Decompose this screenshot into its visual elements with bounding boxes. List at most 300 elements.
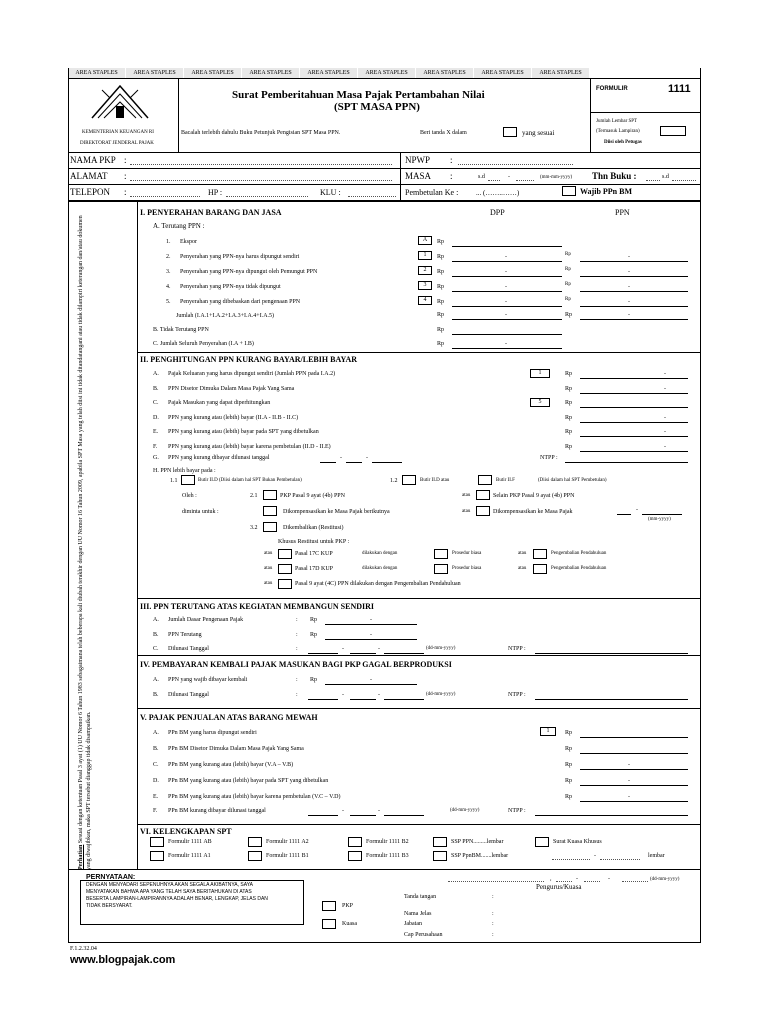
- thn-buku-to[interactable]: [672, 180, 696, 181]
- g-dd[interactable]: [320, 462, 336, 463]
- rp-label: Rp: [565, 429, 573, 435]
- lembar-label: lembar: [648, 853, 665, 859]
- pkp-label: PKP: [342, 903, 354, 909]
- sheet-count: Jumlah Lembar SPT: [596, 119, 638, 124]
- o22-text: Selain PKP Pasal 9 ayat (4b) PPN: [493, 493, 575, 499]
- dilakukan-label: dilakukan dengan: [362, 551, 398, 556]
- dilakukan-label: dilakukan dengan: [362, 566, 398, 571]
- staple-label: AREA STAPLES: [474, 68, 532, 78]
- kelengkapan-label: SSP PpnBM.......lembar: [451, 853, 509, 859]
- s5-row-text: PPn BM yang kurang atau (lebih) bayar (V.A – V.B): [168, 762, 294, 768]
- ntpp-field[interactable]: [565, 462, 688, 463]
- telepon-field[interactable]: [130, 196, 200, 197]
- restitusi-pasal-checkbox[interactable]: [278, 564, 292, 574]
- s5-row-text: PPn BM Disetor Dimuka Dalam Masa Pajak Yang Sama: [168, 746, 304, 752]
- s3-yyyy[interactable]: [384, 653, 424, 654]
- diminta-label: diminta untuk :: [182, 509, 219, 515]
- ppn-field[interactable]: [580, 291, 688, 292]
- staple-label: AREA STAPLES: [300, 68, 358, 78]
- kelengkapan-label: Formulir 1111 B3: [366, 853, 409, 859]
- dpp-field[interactable]: [452, 276, 562, 277]
- staple-label: AREA STAPLES: [126, 68, 184, 78]
- s3-field[interactable]: [325, 624, 417, 625]
- dash-mark: -: [505, 269, 507, 275]
- instruction-text: Bacalah terlebih dahulu Buku Petunjuk Pengisian SPT Masa PPN.: [181, 130, 341, 136]
- s4-text: Dilunasi Tanggal: [168, 692, 209, 698]
- kompensasi-text: Dikompensasikan ke Masa Pajak berikutnya: [283, 509, 390, 515]
- s4-text: PPN yang wajib dibayar kembali: [168, 677, 248, 683]
- h12-num: 1.2: [390, 478, 398, 484]
- s2-h-label: H. PPN lebih bayar pada :: [153, 468, 216, 474]
- s5-row-num: D.: [153, 778, 159, 784]
- s2-row-num: F.: [153, 443, 158, 450]
- rp-label: Rp: [437, 341, 445, 347]
- s1-row-num: 5.: [166, 299, 171, 305]
- sample-checkbox: [503, 127, 517, 137]
- ntpp-label: NTPP :: [540, 455, 558, 461]
- s2-g-text: PPN yang kurang dibayar dilunasi tanggal: [168, 455, 270, 461]
- s3-num: A.: [153, 617, 159, 623]
- prosedur-text: Prosedur biasa: [452, 566, 482, 571]
- s1-row-tag: 4: [418, 296, 432, 305]
- rp-label: Rp: [565, 443, 573, 450]
- npwp-field[interactable]: [458, 164, 573, 165]
- kompensasi2-checkbox[interactable]: [476, 506, 490, 516]
- s2-row-text: Pajak Keluaran yang harus dipungut sendiri (Jumlah PPN pada I.A.2): [168, 371, 336, 377]
- s1-row-tag: 3: [418, 281, 432, 290]
- kelengkapan-label: SSP PPN.........lembar: [451, 839, 504, 845]
- s1-row-text: Penyerahan yang dibebaskan dari pengenaan PPN: [180, 299, 301, 305]
- sign-mm[interactable]: [584, 881, 600, 882]
- dash-mark: -: [628, 312, 630, 318]
- s5-f-num: F.: [153, 808, 158, 814]
- s2-row-num: A.: [153, 371, 159, 377]
- col-ppn-label: PPN: [615, 208, 630, 217]
- pembetulan-value[interactable]: ... (……..……): [476, 189, 520, 197]
- dash-mark: -: [505, 299, 507, 305]
- h11-text: Butir II.D (Diisi dalam hal SPT Bukan Pembetulan): [198, 478, 302, 483]
- rp-label: Rp: [565, 385, 573, 392]
- masa-label: MASA: [405, 171, 432, 181]
- s4-ntpp-field[interactable]: [535, 699, 688, 700]
- colon: :: [296, 632, 298, 638]
- seluruh-penyerahan-field[interactable]: [452, 348, 562, 349]
- dash-mark: -: [628, 269, 630, 275]
- dash-mark: -: [505, 341, 507, 347]
- ppn-total-field[interactable]: [580, 319, 688, 320]
- rp-label: Rp: [437, 239, 445, 245]
- thn-buku-label: Thn Buku :: [592, 171, 637, 181]
- kelengkapan-label: Formulir 1111 B2: [366, 839, 409, 845]
- s1-row-tag: A: [418, 236, 432, 245]
- kuasa-checkbox[interactable]: [322, 919, 336, 929]
- s2-ppn-field[interactable]: [580, 407, 688, 408]
- s4-num: B.: [153, 692, 159, 698]
- nama-pkp-field[interactable]: [130, 164, 392, 165]
- pengembalian-checkbox[interactable]: [533, 564, 547, 574]
- staple-label: AREA STAPLES: [532, 68, 590, 78]
- rp-label: Rp: [437, 254, 445, 260]
- side-note-label: Perhatian: [78, 844, 84, 870]
- rp-label: Rp: [565, 730, 573, 736]
- s5-f-text: PPn BM kurang dibayar dilunasi tanggal: [168, 808, 266, 814]
- staple-label: AREA STAPLES: [184, 68, 242, 78]
- rp-label: Rp: [310, 617, 318, 623]
- rp-label: Rp: [565, 312, 573, 318]
- dash-mark: -: [342, 692, 344, 698]
- kelengkapan-checkbox[interactable]: [433, 851, 447, 861]
- dirjen-pajak-logo: [88, 82, 152, 122]
- dpp-field[interactable]: [452, 291, 562, 292]
- form-number: 1111: [668, 83, 691, 95]
- s3-text: Dilunasi Tanggal: [168, 646, 209, 652]
- kelengkapan-checkbox[interactable]: [348, 851, 362, 861]
- dash-mark: -: [628, 794, 630, 800]
- o32-num: 3.2: [250, 525, 258, 531]
- rp-label: Rp: [565, 282, 571, 287]
- colon: :: [296, 646, 298, 652]
- statement-line-3: BESERTA LAMPIRAN-LAMPIRANNYA ADALAH BENAR, LENGKAP, JELAS DAN: [86, 896, 268, 902]
- hp-field[interactable]: [226, 196, 308, 197]
- dash-mark: -: [664, 443, 666, 450]
- ntpp-label: NTPP :: [508, 692, 526, 698]
- restitusi-text: Dikembalikan (Restitusi): [283, 525, 344, 531]
- s1-row-text: Penyerahan yang PPN-nya harus dipungut sendiri: [180, 254, 300, 260]
- form-label: FORMULIR: [596, 86, 628, 92]
- dash-mark: -: [505, 284, 507, 290]
- s5-field[interactable]: [580, 785, 688, 786]
- directorate: DIREKTORAT JENDERAL PAJAK: [80, 141, 154, 146]
- s3-dd[interactable]: [308, 653, 338, 654]
- s2-g-num: G.: [153, 455, 159, 461]
- prosedur-text: Prosedur biasa: [452, 551, 482, 556]
- mark-hint: Beri tanda X dalam: [420, 130, 467, 136]
- s5-yyyy[interactable]: [384, 815, 424, 816]
- section-3-title: III. PPN TERUTANG ATAS KEGIATAN MEMBANGUN SENDIRI: [140, 602, 375, 611]
- s2-row-text: PPN yang kurang atau (lebih) bayar pada SPT yang dibetulkan: [168, 429, 319, 435]
- s5-dd[interactable]: [308, 815, 338, 816]
- o22-checkbox[interactable]: [476, 490, 490, 500]
- rp-label: Rp: [565, 297, 571, 302]
- s5-field[interactable]: [580, 737, 688, 738]
- s2-row-text: Pajak Masukan yang dapat diperhitungkan: [168, 400, 271, 406]
- s4-field[interactable]: [325, 684, 417, 685]
- rp-label: Rp: [565, 267, 571, 272]
- s5-row-num: B.: [153, 746, 159, 752]
- masa-dash: -: [508, 174, 510, 180]
- dash-mark: -: [342, 646, 344, 652]
- col-dpp-label: DPP: [490, 208, 505, 217]
- staple-label: AREA STAPLES: [358, 68, 416, 78]
- s4-mm[interactable]: [350, 699, 376, 700]
- s2-ppn-field[interactable]: [580, 436, 688, 437]
- mmyyyy-label: (mm-yyyy): [648, 517, 671, 522]
- statement-line-1: DENGAN MENYADARI SEPENUHNYA AKAN SEGALA AKIBATNYA, SAYA: [86, 882, 253, 888]
- statement-title: PERNYATAAN:: [86, 874, 136, 881]
- masa-format: (mm-mm-yyyy): [540, 175, 573, 180]
- restitusi-pasal-checkbox[interactable]: [278, 549, 292, 559]
- dash-mark: -: [370, 677, 372, 683]
- g-yyyy[interactable]: [372, 462, 402, 463]
- ddmm-label: (dd-mm-yyyy): [426, 646, 456, 651]
- s5-row-text: PPn BM yang kurang atau (lebih) bayar karena pembetulan (V.C – V.D): [168, 794, 341, 800]
- kuasa-label: Kuasa: [342, 921, 357, 927]
- dash-mark: -: [366, 455, 368, 461]
- officer-note: Diisi oleh Petugas: [604, 140, 642, 145]
- dpp-field[interactable]: [452, 246, 562, 247]
- h11-checkbox[interactable]: [181, 475, 195, 485]
- kelengkapan-checkbox[interactable]: [150, 851, 164, 861]
- colon: :: [296, 692, 298, 698]
- s1-row-num: 3.: [166, 269, 171, 275]
- prosedur-checkbox[interactable]: [434, 564, 448, 574]
- rp-label: Rp: [310, 632, 318, 638]
- kelengkapan-checkbox[interactable]: [535, 837, 549, 847]
- staple-label: AREA STAPLES: [68, 68, 126, 78]
- section-2-title: II. PENGHITUNGAN PPN KURANG BAYAR/LEBIH BAYAR: [140, 355, 358, 364]
- s3-mm[interactable]: [350, 653, 376, 654]
- ttd-label: Tanda tangan: [404, 894, 437, 900]
- h12-f-checkbox[interactable]: [478, 475, 492, 485]
- dash-mark: -: [664, 385, 666, 392]
- sheet-count-box[interactable]: [660, 126, 686, 136]
- s5-field[interactable]: [580, 801, 688, 802]
- masa-sd: s.d: [478, 174, 485, 180]
- kompensasi-checkbox[interactable]: [263, 506, 277, 516]
- s3-ntpp-field[interactable]: [535, 653, 688, 654]
- rp-label: Rp: [565, 778, 573, 784]
- ntpp-label: NTPP :: [508, 808, 526, 814]
- s4-dd[interactable]: [308, 699, 338, 700]
- jabatan-colon: :: [492, 921, 494, 927]
- s2-row-text: PPN yang kurang atau (lebih) bayar (II.A - II.B - II.C): [168, 414, 299, 421]
- kelengkapan-checkbox[interactable]: [348, 837, 362, 847]
- colon: :: [296, 677, 298, 683]
- lembar-count2[interactable]: [600, 859, 640, 860]
- o21-checkbox[interactable]: [263, 490, 277, 500]
- o21-text: PKP Pasal 9 ayat (4b) PPN: [280, 493, 345, 499]
- s1-row-text: Ekspor: [180, 239, 197, 245]
- rp-label: Rp: [565, 371, 573, 377]
- dash-mark: -: [340, 455, 342, 461]
- ministry: KEMENTERIAN KEUANGAN RI: [82, 130, 154, 135]
- rp-label: Rp: [437, 299, 445, 305]
- dash-mark: -: [594, 853, 596, 859]
- s5-row-num: E.: [153, 794, 159, 800]
- dash-mark: -: [664, 414, 666, 421]
- s2-row-num: E.: [153, 429, 159, 435]
- s5-row-text: PPn BM yang harus dipungut sendiri: [168, 730, 257, 736]
- ddmm-label: (dd-mm-yyyy): [426, 692, 456, 697]
- statement-line-4: TIDAK BERSYARAT.: [86, 903, 133, 909]
- dash-mark: -: [378, 808, 380, 814]
- ppn-field[interactable]: [580, 276, 688, 277]
- dash-mark: -: [505, 254, 507, 260]
- ppn-field[interactable]: [580, 261, 688, 262]
- telepon-label: TELEPON: [70, 187, 110, 197]
- pengurus-label: Pengurus/Kuasa: [536, 883, 582, 891]
- thn-buku-sd: s.d: [662, 174, 669, 180]
- rp-label: Rp: [437, 269, 445, 275]
- prosedur-checkbox[interactable]: [434, 549, 448, 559]
- komp-yyyy[interactable]: [642, 514, 682, 515]
- kelengkapan-checkbox[interactable]: [248, 837, 262, 847]
- sign-yyyy[interactable]: [622, 881, 648, 882]
- g-mm[interactable]: [346, 462, 362, 463]
- section-1-title: I. PENYERAHAN BARANG DAN JASA: [140, 208, 282, 217]
- s2-row-tag: 5: [530, 398, 550, 407]
- restitusi-pasal-text: Pasal 17C KUP: [295, 551, 333, 557]
- dash-mark: -: [378, 692, 380, 698]
- dash-mark: -: [664, 429, 666, 435]
- nama-jelas-label: Nama Jelas: [404, 911, 432, 917]
- sign-place[interactable]: [448, 881, 544, 882]
- pembetulan-label: Pembetulan Ke :: [405, 188, 459, 197]
- kelengkapan-label: Surat Kuasa Khusus: [553, 839, 602, 845]
- rp-label: Rp: [565, 414, 573, 421]
- s2-row-num: B.: [153, 385, 159, 392]
- s3-field[interactable]: [325, 639, 417, 640]
- ddmm-label: (dd-mm-yyyy): [450, 808, 480, 813]
- section-6-title: VI. KELENGKAPAN SPT: [140, 827, 232, 836]
- s2-ppn-field[interactable]: [580, 378, 688, 379]
- kompensasi2-text: Dikompensasikan ke Masa Pajak: [493, 509, 573, 515]
- cap-label: Cap Perusahaan: [404, 932, 443, 938]
- sheet-incl: (Termasuk Lampiran): [596, 129, 640, 134]
- form-title: Surat Pemberitahuan Masa Pajak Pertambahan Nilai: [232, 89, 485, 101]
- lembar-count[interactable]: [552, 859, 590, 860]
- s2-row-num: D.: [153, 414, 159, 421]
- atau-label: atau: [264, 581, 273, 586]
- colon: :: [296, 617, 298, 623]
- dpp-field[interactable]: [452, 261, 562, 262]
- kelengkapan-checkbox[interactable]: [150, 837, 164, 847]
- staple-label: AREA STAPLES: [416, 68, 474, 78]
- s2-row-text: PPN yang kurang atau (lebih) bayar karena pembetulan (II.D - II.E): [168, 443, 331, 450]
- s5-field[interactable]: [580, 769, 688, 770]
- pengembalian-checkbox[interactable]: [533, 549, 547, 559]
- dash-mark: -: [370, 617, 372, 623]
- rp-label: Rp: [565, 746, 573, 752]
- klu-field[interactable]: [348, 196, 396, 197]
- kelengkapan-label: Formulir 1111 A2: [266, 839, 309, 845]
- kelengkapan-label: Formulir 1111 A1: [168, 853, 211, 859]
- h12-checkbox[interactable]: [402, 475, 416, 485]
- s2-ppn-field[interactable]: [580, 422, 688, 423]
- dash-mark: -: [636, 507, 638, 513]
- ppn-field[interactable]: [580, 306, 688, 307]
- s1-row-num: 4.: [166, 284, 171, 290]
- rp-label: Rp: [437, 327, 445, 333]
- komp-mm[interactable]: [617, 514, 631, 515]
- h12f-text: Butir II.F: [496, 478, 515, 483]
- s2-ppn-field[interactable]: [580, 451, 688, 452]
- rp-label: Rp: [565, 794, 573, 800]
- pkp-checkbox[interactable]: [322, 901, 336, 911]
- dash-mark: -: [628, 284, 630, 290]
- section-4-title: IV. PEMBAYARAN KEMBALI PAJAK MASUKAN BAGI PKP GAGAL BERPRODUKSI: [140, 660, 452, 669]
- s1-jumlah-label: Jumlah (I.A.1+I.A.2+I.A.3+I.A.4+I.A.5): [176, 313, 275, 319]
- s5-ntpp-field[interactable]: [535, 815, 688, 816]
- restitusi-pasal-text: Pasal 17D KUP: [295, 566, 334, 572]
- section-5-title: V. PAJAK PENJUALAN ATAS BARANG MEWAH: [140, 713, 318, 722]
- form-subtitle: (SPT MASA PPN): [334, 101, 420, 113]
- dash-mark: -: [628, 778, 630, 784]
- s1-row-text: Penyerahan yang PPN-nya tidak dipungut: [180, 284, 281, 290]
- tidak-terutang-field[interactable]: [452, 334, 562, 335]
- statement-line-2: MENYATAKAN BAHWA APA YANG TELAH SAYA BERITAHUKAN DI ATAS: [86, 889, 252, 895]
- s4-num: A.: [153, 677, 159, 683]
- dpp-field[interactable]: [452, 306, 562, 307]
- dash-mark: -: [628, 254, 630, 260]
- nama-pkp-label: NAMA PKP: [70, 155, 116, 165]
- masa-to[interactable]: [516, 180, 534, 181]
- alamat-field[interactable]: [130, 180, 392, 181]
- dpp-total-field[interactable]: [452, 319, 562, 320]
- dash-mark: -: [370, 632, 372, 638]
- mark-hint-2: yang sesuai: [522, 129, 555, 137]
- s5-row-text: PPn BM yang kurang atau (lebih) bayar pada SPT yang dibetulkan: [168, 778, 329, 784]
- o21-num: 2.1: [250, 493, 258, 499]
- jabatan-label: Jabatan: [404, 921, 422, 927]
- rp-label: Rp: [565, 762, 573, 768]
- rp-label: Rp: [437, 284, 445, 290]
- atau-label: atau: [264, 566, 273, 571]
- s5-mm[interactable]: [350, 815, 376, 816]
- form-code: F.1.2.32.04: [70, 946, 97, 952]
- rp-label: Rp: [565, 400, 573, 406]
- s3-text: PPN Terutang: [168, 632, 202, 638]
- s4-yyyy[interactable]: [384, 699, 424, 700]
- kelengkapan-label: Formulir 1111 AB: [168, 839, 212, 845]
- atau-label: atau: [518, 566, 527, 571]
- s1-row-num: 2.: [166, 254, 171, 260]
- klu-label: KLU :: [320, 188, 341, 197]
- s3-text: Jumlah Dasar Pengenaan Pajak: [168, 617, 244, 623]
- s2-row-tag: 1: [530, 369, 550, 378]
- kelengkapan-checkbox[interactable]: [433, 837, 447, 847]
- sign-date-format: (dd-mm-yyyy): [650, 877, 680, 882]
- wajib-ppnbm-checkbox[interactable]: [562, 186, 576, 196]
- kelengkapan-checkbox[interactable]: [248, 851, 262, 861]
- s3-num: C.: [153, 646, 159, 652]
- ntpp-label: NTPP :: [508, 646, 526, 652]
- sign-dd[interactable]: [556, 881, 572, 882]
- atau-label: atau: [264, 551, 273, 556]
- s5-row-num: C.: [153, 762, 159, 768]
- thn-buku-from[interactable]: [646, 180, 660, 181]
- ttd-colon: :: [492, 894, 494, 900]
- rp-label: Rp: [437, 312, 445, 318]
- oleh-label: Oleh :: [182, 493, 197, 499]
- h11-num: 1.1: [170, 478, 178, 484]
- restitusi-pasal-checkbox[interactable]: [278, 579, 292, 589]
- npwp-label: NPWP: [405, 155, 431, 165]
- staple-label: AREA STAPLES: [242, 68, 300, 78]
- masa-from[interactable]: [488, 180, 500, 181]
- restitusi-checkbox[interactable]: [263, 522, 277, 532]
- s2-row-text: PPN Disetor Dimuka Dalam Masa Pajak Yang Sama: [168, 385, 295, 392]
- s5-row-tag: 1: [540, 727, 556, 736]
- s2-ppn-field[interactable]: [580, 393, 688, 394]
- alamat-label: ALAMAT: [70, 171, 108, 181]
- hp-label: HP :: [208, 188, 223, 197]
- khusus-label: Khusus Restitusi untuk PKP :: [278, 539, 350, 545]
- pengembalian-text: Pengembalian Pendahuluan: [551, 551, 607, 556]
- dash-mark: -: [342, 808, 344, 814]
- s5-field[interactable]: [580, 753, 688, 754]
- side-note-text: Sesuai dengan ketentuan Pasal 3 ayat (1) UU Nomor 6 Tahun 1983 sebagaimana telah beberapa kali diubah terakhir dengan UU Nomor 16 Tahun 2009, apabila SPT Masa yang telah diisi ini tidak ditandatangani atau tidak dilampiri keterangan dan/atau dokumen yang diwajibkan, maka SPT tersebut dianggap tidak disampaikan.: [78, 215, 92, 870]
